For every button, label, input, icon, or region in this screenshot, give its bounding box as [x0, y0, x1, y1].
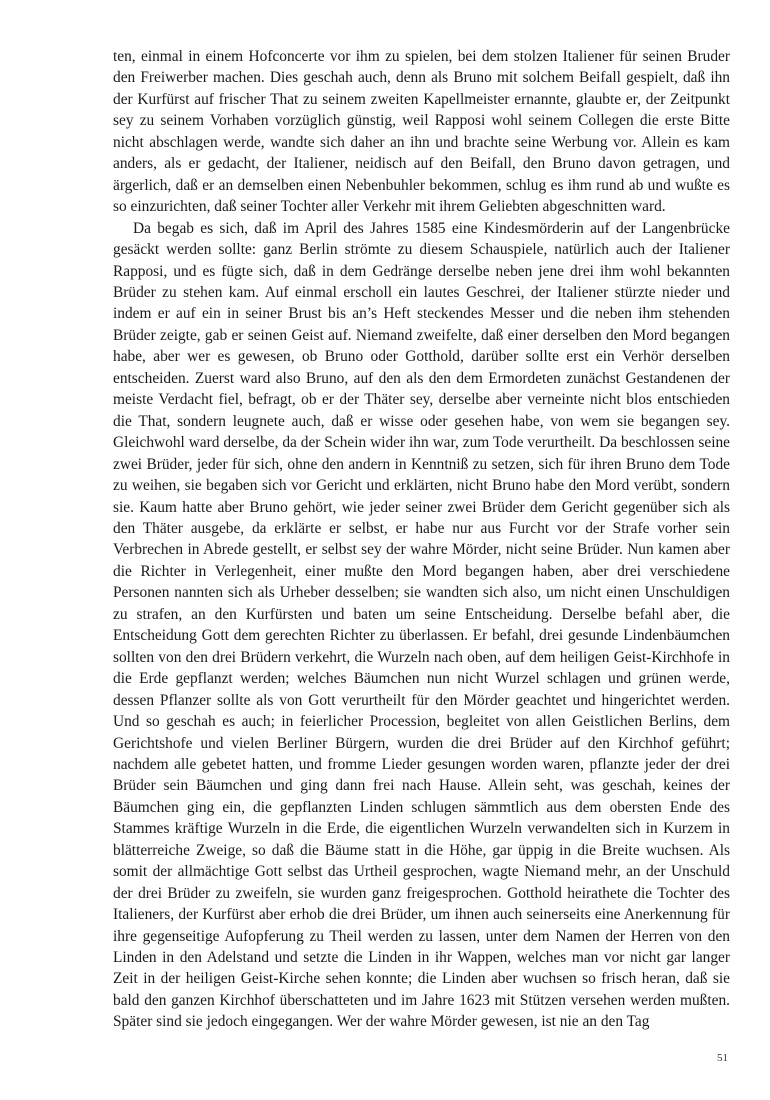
paragraph-2: Da begab es sich, daß im April des Jahres 1585 eine Kindesmörderin auf der Langenbrücke gesäckt werden sollte: ganz Berlin strömte zu diesem Schauspiele, natürlich auch der Italiener Rapposi, und es fügte sich, daß in dem Gedränge derselbe neben jene drei ihm wohl bekannten Brüder zu stehen kam. Auf einmal erscholl ein lautes Geschrei, der Italiener stürzte nieder und indem er auf ein in seiner Brust bis an’s Heft steckendes Messer und die neben ihm stehenden Brüder zeigte, gab er seinen Geist auf. Niemand zweifelte, daß einer derselben den Mord begangen habe, aber wer es gewesen, ob Bruno oder Gotthold, darüber sollte erst ein Verhör derselben entscheiden. Zuerst ward also Bruno, auf den als den dem Ermordeten zunächst Gestandenen der meiste Verdacht fiel, befragt, ob er der Thäter sey, derselbe aber verneinte nicht blos entschieden die That, sondern leugnete auch, daß er wisse oder gesehen habe, von wem sie begangen sey. Gleichwohl ward derselbe, da der Schein wider ihn war, zum Tode verurtheilt. Da beschlossen seine zwei Brüder, jeder für sich, ohne den andern in Kenntniß zu setzen, sich für ihren Bruno dem Tode zu weihen, sie begaben sich vor Gericht und erklärten, nicht Bruno habe den Mord verübt, sondern sie. Kaum hatte aber Bruno gehört, wie jeder seiner zwei Brüder dem Gericht gegenüber sich als den Thäter ausgebe, da erklärte er selbst, er habe nur aus Furcht vor der Strafe vorher sein Verbrechen in Abrede gestellt, er selbst sey der wahre Mörder, nicht seine Brüder. Nun kamen aber die Richter in Verlegenheit, einer mußte den Mord begangen haben, aber drei verschiedene Personen nannten sich als Urheber desselben; sie wandten sich also, um nicht einen Unschuldigen zu strafen, an den Kurfürsten und baten um seine Entscheidung. Derselbe befahl aber, die Entscheidung Gott dem gerechten Richter zu überlassen. Er befahl, drei gesunde Lindenbäumchen sollten von den drei Brüdern verkehrt, die Wurzeln nach oben, auf dem heiligen Geist-Kirchhofe in die Erde gepflanzt werden; welches Bäumchen nun nicht Wurzel schlagen und grünen werde, dessen Pflanzer sollte als von Gott verurtheilt für den Mörder geachtet und hingerichtet werden. Und so geschah es auch; in feierlicher Procession, begleitet von allen Geistlichen Berlins, dem Gerichtshofe und vielen Berliner Bürgern, wurden die drei Brüder auf den Kirchhof geführt; nachdem alle gebetet hatten, und fromme Lieder gesungen worden waren, pflanzte jeder der drei Brüder sein Bäumchen und ging dann frei nach Hause. Allein seht, was geschah, keines der Bäumchen ging ein, die gepflanzten Linden schlugen sämmtlich aus dem obersten Ende des Stammes kräftige Wurzeln in die Erde, die eigentlichen Wurzeln verwandelten sich in Kurzem in blätterreiche Zweige, so daß die Bäume statt in die Höhe, gar üppig in die Breite wuchsen. Als somit der allmächtige Gott selbst das Urtheil gesprochen, wagte Niemand mehr, an der Unschuld der drei Brüder zu zweifeln, sie wurden ganz freigesprochen. Gotthold heirathete die Tochter des Italieners, der Kurfürst aber erhob die drei Brüder, um ihnen auch seinerseits eine Anerkennung für ihre gegenseitige Aufopferung zu Theil werden zu lassen, unter dem Namen der Herren von den Linden in den Adelstand und setzte die Linden in ihr Wappen, welches man vor nicht gar langer Zeit in der heiligen Geist-Kirche sehen konnte; die Linden aber wuchsen so frisch heran, daß sie bald den ganzen Kirchhof überschatteten und im Jahre 1623 mit Stützen versehen werden mußten. Später sind sie jedoch eingegangen. Wer der wahre Mörder gewesen, ist nie an den Tag: [113, 219, 730, 1031]
page-number: 51: [717, 1052, 728, 1064]
paragraph-1: ten, einmal in einem Hofconcerte vor ihm zu spielen, bei dem stolzen Italiener für seinen Bruder den Freiwerber machen. Dies geschah auch, denn als Bruno mit solchem Beifall gespielt, daß ihn der Kurfürst auf frischer That zu seinem zweiten Kapellmeister ernannte, glaubte er, der Zeitpunkt sey zu seinem Vorhaben vorzüglich günstig, weil Rapposi wohl seinem Collegen die erste Bitte nicht abschlagen werde, wandte sich daher an ihn und brachte seine Werbung vor. Allein es kam anders, als er gedacht, der Italiener, neidisch auf den Beifall, den Bruno davon getragen, und ärgerlich, daß er an demselben einen Nebenbuhler bekommen, schlug es ihm rund ab und wußte es so einzurichten, daß seiner Tochter aller Verkehr mit ihrem Geliebten abgeschnitten ward.: [113, 48, 730, 216]
page-body: [113, 46, 730, 1033]
